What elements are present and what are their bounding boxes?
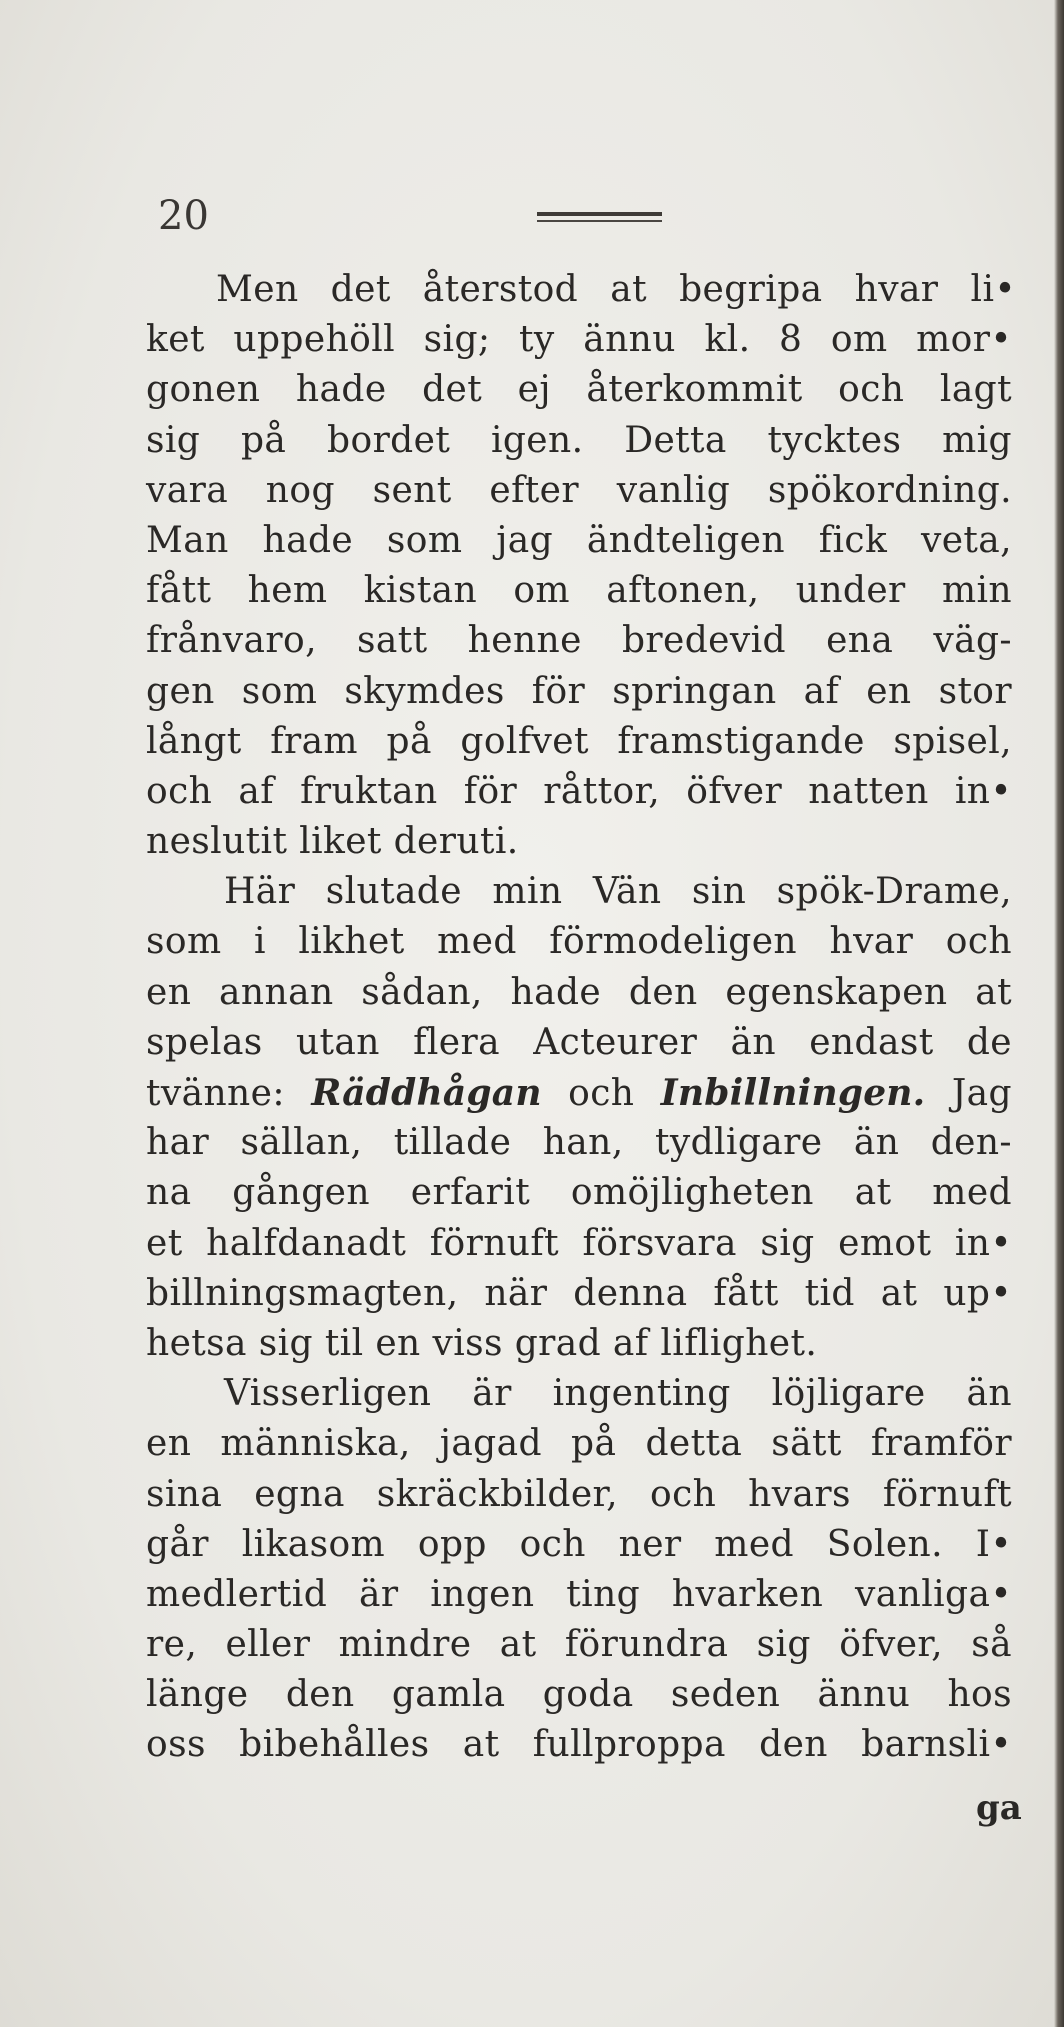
text-line: fått hem kistan om aftonen, under min — [146, 570, 1012, 612]
text-line: Man hade som jag ändteligen fick veta, — [146, 519, 1012, 561]
text-line: spelas utan flera Acteurer än endast de — [146, 1021, 1012, 1063]
text-line-italic-names — [146, 1068, 1012, 1118]
text-line: som i likhet med förmodeligen hvar och — [146, 921, 1012, 963]
text-line: och af fruktan för råttor, öfver natten in• — [146, 770, 1012, 812]
text-line: sig på bordet igen. Detta tycktes mig — [146, 419, 1012, 461]
text-line: länge den gamla goda seden ännu hos — [146, 1674, 1012, 1716]
text-line: Men det återstod at begripa hvar li• — [216, 269, 1016, 310]
italic-name-inbillningen: Inbillningen. — [660, 1072, 926, 1114]
text-line: gonen hade det ej återkommit och lagt — [146, 369, 1012, 411]
text-line: en människa, jagad på detta sätt framför — [146, 1423, 1012, 1465]
body-text — [146, 265, 1016, 1771]
italic-name-raddhagan: Räddhågan — [311, 1072, 542, 1114]
text-line: gen som skymdes för springan af en stor — [146, 670, 1012, 712]
text-line: neslutit liket deruti. — [146, 821, 519, 863]
text-line: har sällan, tillade han, tydligare än den- — [146, 1122, 1012, 1164]
text-line: et halfdanadt förnuft försvara sig emot in• — [146, 1222, 1012, 1264]
text-line: frånvaro, satt henne bredevid ena väg- — [146, 620, 1012, 662]
text-fragment: och — [541, 1073, 661, 1114]
header-rule-thick — [537, 212, 662, 216]
page-number: 20 — [158, 193, 209, 239]
text-line: sina egna skräckbilder, och hvars förnuft — [146, 1473, 1012, 1515]
text-line: Visserligen är ingenting löjligare än — [224, 1373, 1012, 1415]
header-rule — [537, 212, 662, 225]
page-edge-shadow — [1054, 0, 1064, 2027]
text-line: billningsmagten, när denna fått tid at up• — [146, 1272, 1012, 1314]
text-line: en annan sådan, hade den egenskapen at — [146, 971, 1012, 1013]
text-line: medlertid är ingen ting hvarken vanliga• — [146, 1573, 1012, 1615]
text-fragment: tvänne: — [146, 1073, 312, 1114]
catchword: ga — [976, 1788, 1022, 1828]
text-line: re, eller mindre at förundra sig öfver, så — [146, 1624, 1012, 1666]
text-line: hetsa sig til en viss grad af liflighet. — [146, 1322, 818, 1364]
text-line: långt fram på golfvet framstigande spisel, — [146, 720, 1012, 762]
text-line: vara nog sent efter vanlig spökordning. — [146, 469, 1012, 511]
text-line: oss bibehålles at fullproppa den barnsli• — [146, 1724, 1012, 1766]
text-fragment: Jag — [925, 1073, 1012, 1114]
text-line: na gången erfarit omöjligheten at med — [146, 1172, 1012, 1214]
header-rule-thin — [537, 220, 662, 222]
text-line: Här slutade min Vän sin spök-Drame, — [224, 871, 1012, 913]
text-line: går likasom opp och ner med Solen. I• — [146, 1523, 1012, 1565]
text-line: ket uppehöll sig; ty ännu kl. 8 om mor• — [146, 319, 1012, 361]
